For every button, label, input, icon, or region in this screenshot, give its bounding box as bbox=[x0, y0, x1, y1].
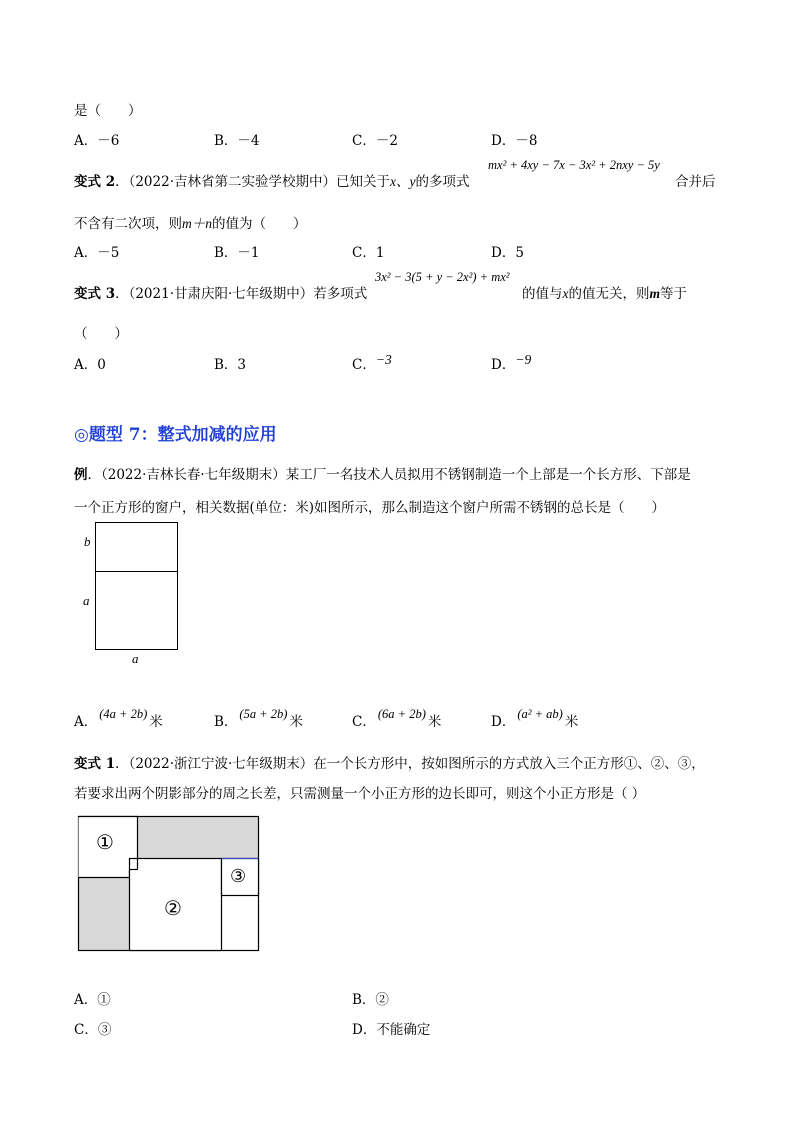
option-b[interactable]: B．3 bbox=[214, 357, 247, 373]
question-tail: 是（ ） bbox=[74, 103, 142, 119]
option-a[interactable]: A．－6 bbox=[74, 133, 120, 149]
polynomial-expression: mx² + 4xy − 7x − 3x² + 2nxy − 5y bbox=[488, 158, 660, 172]
window-figure bbox=[80, 518, 200, 668]
label-b: b bbox=[84, 534, 91, 549]
variant-1-line-2: 若要求出两个阴影部分的周之长差，只需测量一个小正方形的边长即可，则这个小正方形是（ ） bbox=[74, 786, 646, 802]
option-d[interactable]: D．−9 bbox=[491, 352, 532, 373]
option-b[interactable]: B．－4 bbox=[214, 133, 260, 149]
shaded-region-top bbox=[138, 817, 259, 859]
window-outline bbox=[96, 523, 178, 650]
section-heading: ◎题型 7：整式加减的应用 bbox=[74, 425, 277, 445]
option-c[interactable]: C． (6a + 2b) 米 bbox=[352, 707, 442, 730]
option-d[interactable]: D．5 bbox=[491, 245, 524, 261]
polynomial-expression: 3x² − 3(5 + y − 2x²) + mx² bbox=[375, 270, 510, 284]
example-line-2: 一个正方形的窗户，相关数据(单位：米)如图所示，那么制造这个窗户所需不锈钢的总长是（ ） bbox=[74, 500, 666, 516]
label-a-left: a bbox=[83, 593, 90, 608]
question-3-line-1: 变式 3．（2021·甘肃庆阳·七年级期中）若多项式 bbox=[74, 286, 368, 302]
shaded-region-left bbox=[79, 878, 130, 951]
window-diagram bbox=[80, 518, 200, 668]
square-3-label: ③ bbox=[230, 866, 247, 887]
option-a[interactable]: A．0 bbox=[74, 357, 106, 373]
option-a[interactable]: A．－5 bbox=[74, 245, 120, 261]
option-a[interactable]: A．① bbox=[74, 992, 111, 1008]
question-3-line-2: （ ） bbox=[74, 326, 128, 342]
option-b[interactable]: B．② bbox=[352, 992, 389, 1008]
square-1-label: ① bbox=[96, 830, 114, 854]
option-b[interactable]: B． (5a + 2b) 米 bbox=[214, 707, 303, 730]
question-2-after: 合并后 bbox=[675, 174, 716, 190]
option-c[interactable]: C．−3 bbox=[352, 352, 392, 373]
option-d[interactable]: D． (a² + ab) 米 bbox=[491, 707, 579, 730]
question-2-line-1: 变式 2．（2022·吉林省第二实验学校期中）已知关于x、y的多项式 bbox=[74, 174, 470, 190]
question-label: 变式 2 bbox=[74, 174, 116, 190]
question-3-after: 的值与x的值无关，则m等于 bbox=[522, 286, 688, 302]
label-a-bottom: a bbox=[132, 651, 139, 666]
option-c[interactable]: C．1 bbox=[352, 245, 385, 261]
square-2-label: ② bbox=[164, 896, 182, 920]
question-2-line-2: 不含有二次项，则m＋n的值为（ ） bbox=[74, 216, 307, 232]
option-a[interactable]: A． (4a + 2b) 米 bbox=[74, 707, 163, 730]
option-c[interactable]: C．③ bbox=[74, 1022, 112, 1038]
squares-figure bbox=[74, 812, 264, 958]
example-label: 例 bbox=[74, 467, 88, 483]
question-label: 变式 3 bbox=[74, 286, 116, 302]
option-d[interactable]: D．不能确定 bbox=[352, 1022, 431, 1038]
variant-1-line-1: 变式 1．（2022·浙江宁波·七年级期末）在一个长方形中，按如图所示的方式放入三个正方形①、②、③， bbox=[74, 756, 705, 772]
option-c[interactable]: C．－2 bbox=[352, 133, 398, 149]
question-label: 变式 1 bbox=[74, 756, 116, 772]
option-d[interactable]: D．－8 bbox=[491, 133, 538, 149]
example-line-1: 例．（2022·吉林长春·七年级期末）某工厂一名技术人员拟用不锈钢制造一个上部是一个长方形、下部是 bbox=[74, 467, 691, 483]
option-b[interactable]: B．－1 bbox=[214, 245, 260, 261]
